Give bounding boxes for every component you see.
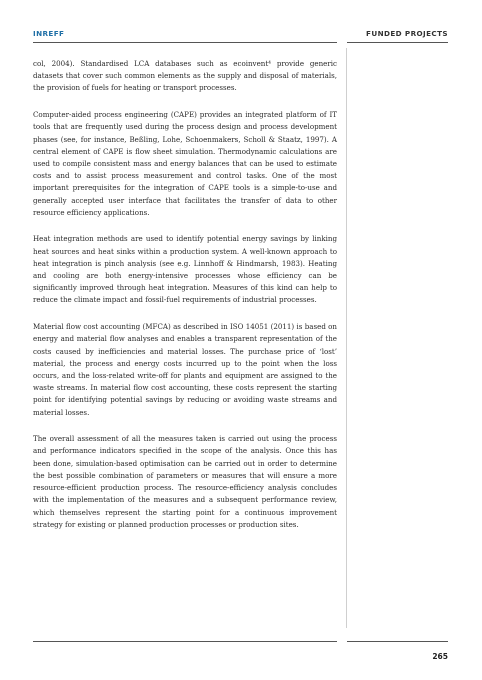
paragraph-4: Material flow cost accounting (MFCA) as described in ISO 14051 (2011) is based on energy and material flow analyses and enables a transparent representation of the costs caused by inefficiencies and material losses. The purchase price of ‘lost’ material, the process and energy costs incurred up to the point when the loss occurs, and the loss-related write-off for plants and equipment are assigned to the waste streams. In material flow cost accounting, these costs represent the starting point for identifying potential savings by reducing or avoiding waste streams and material losses. xyxy=(33,322,337,417)
body-text xyxy=(33,58,337,545)
header-rule-left xyxy=(33,42,337,43)
header-rule-right xyxy=(347,42,448,43)
paragraph-1: col, 2004). Standardised LCA databases such as ecoinvent⁴ provide generic datasets that cover such common elements as the supply and disposal of materials, the provision of fuels for heating or transport processes. xyxy=(33,59,337,93)
page-number: 265 xyxy=(432,652,448,661)
running-header-right: FUNDED PROJECTS xyxy=(366,29,448,38)
footer-rule-left xyxy=(33,641,337,642)
footer-rule-right xyxy=(347,641,448,642)
paragraph-2: Computer-aided process engineering (CAPE) provides an integrated platform of IT tools that are frequently used during the process design and process development phases (see, for instance, Beßling, Lohe, Schoenmakers, Scholl & Staatz, 1997). A central element of CAPE is flow sheet simulation. Thermodynamic calculations are used to compile consistent mass and energy balances that can be used to estimate costs and to assist process measurement and control tasks. One of the most important prerequisites for the integration of CAPE tools is a simple-to-use and generally accepted user interface that facilitates the transfer of data to other resource efficiency applications. xyxy=(33,110,337,217)
column-divider xyxy=(346,48,347,628)
running-header-left: INREFF xyxy=(33,29,65,38)
paragraph-5: The overall assessment of all the measures taken is carried out using the process and performance indicators specified in the scope of the analysis. Once this has been done, simulation-based optimisation can be carried out in order to determine the best possible combination of parameters or measures that will ensure a more resource-efficient production process. The resource-efficiency analysis concludes with the implementation of the measures and a subsequent performance review, which themselves represent the starting point for a continuous improvement strategy for existing or planned production processes or production sites. xyxy=(33,434,337,529)
paragraph-3: Heat integration methods are used to identify potential energy savings by linking heat sources and heat sinks within a production system. A well-known approach to heat integration is pinch analysis (see e.g. Linnhoff & Hindmarsh, 1983). Heating and cooling are both energy-intensive processes whose efficiency can be significantly improved through heat integration. Measures of this kind can help to reduce the climate impact and fossil-fuel requirements of industrial processes. xyxy=(33,234,337,305)
